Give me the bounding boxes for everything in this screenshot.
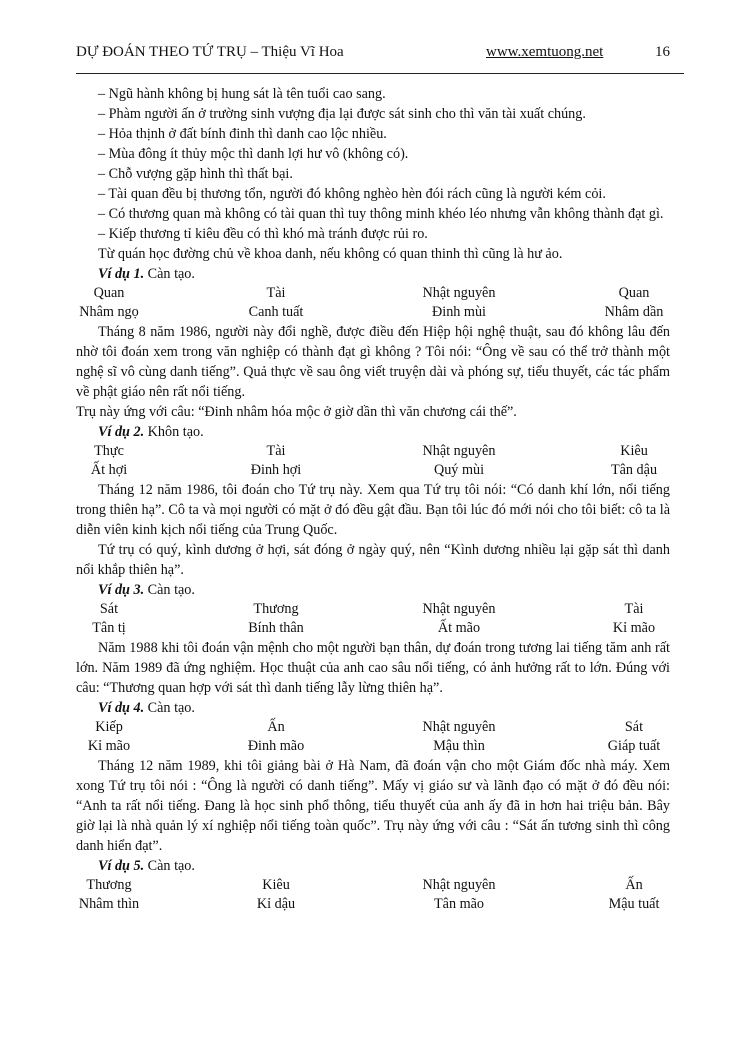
gods-row (76, 600, 670, 619)
pillar-cell: Nhâm dần (604, 304, 664, 320)
god-cell: Quan (618, 285, 650, 301)
pillar-cell: Đinh hợi (250, 462, 302, 478)
god-cell: Nhật nguyên (422, 285, 496, 301)
gods-row (76, 718, 670, 737)
god-cell: Quan (93, 285, 125, 301)
example-type: Càn tạo. (144, 858, 195, 874)
pillar-cell: Mậu thìn (433, 738, 485, 754)
pillars-row (76, 303, 670, 322)
god-cell: Ấn (267, 719, 285, 735)
god-cell: Tài (266, 285, 286, 301)
bullet-line: – Chỗ vượng gặp hình thì thất bại. (98, 166, 293, 182)
bullet-line: Từ quán học đường chủ về khoa danh, nếu không có quan thinh thì cũng là hư ảo. (98, 246, 563, 262)
example-heading (76, 264, 670, 284)
gods-row (76, 442, 670, 461)
paragraph: Năm 1988 khi tôi đoán vận mệnh cho một người bạn thân, dự đoán trong tương lai tiếng tăm anh rất lớn. Năm 1989 đã ứng nghiệm. Học thuật của anh cao sâu nổi tiếng, có ảnh hưởng rất to lớn. Đúng với câu: “Thương quan hợp với sát thì danh tiếng lẫy lừng thiên hạ”. (76, 640, 670, 696)
pillars-row (76, 895, 670, 914)
pillar-cell: Tân mão (433, 896, 485, 912)
pillar-cell: Đinh mùi (432, 304, 486, 320)
paragraph: Tháng 12 năm 1986, tôi đoán cho Tứ trụ này. Xem qua Tứ trụ tôi nói: “Có danh khí lớn, nổi tiếng trong thiên hạ”. Cô ta và mọi người có mặt ở đó đều gật đầu. Bạn tôi lúc đó mới nói cho tôi biết: cô ta là diễn viên kinh kịch nổi tiếng của Trung Quốc. (76, 482, 670, 538)
example-label: Ví dụ 5. (98, 858, 145, 874)
gods-row (76, 876, 670, 895)
gods-row (76, 284, 670, 303)
example-type: Càn tạo. (144, 582, 195, 598)
example-heading (76, 422, 670, 442)
pillar-cell: Kỉ mão (87, 738, 131, 754)
pillar-cell: Tân dậu (610, 462, 658, 478)
pillar-cell: Mậu tuất (608, 896, 660, 912)
pillar-cell: Nhâm thìn (78, 896, 140, 912)
bullet-line: – Kiếp thương tỉ kiêu đều có thì khó mà tránh được rủi ro. (98, 226, 428, 242)
pillars-row (76, 461, 670, 480)
example-type: Càn tạo. (144, 700, 195, 716)
header-divider (76, 73, 684, 74)
example-type: Khôn tạo. (144, 424, 204, 440)
god-cell: Nhật nguyên (422, 719, 496, 735)
example-label: Ví dụ 4. (98, 700, 145, 716)
pillar-cell: Tân tị (92, 620, 126, 636)
pillar-cell: Quý mùi (433, 462, 485, 478)
god-cell: Thương (86, 877, 132, 893)
example-heading (76, 856, 670, 876)
pillar-cell: Ất mão (437, 620, 481, 636)
god-cell: Tài (266, 443, 286, 459)
god-cell: Sát (99, 601, 119, 617)
bullet-line: – Tài quan đều bị thương tổn, người đó không nghèo hèn đói rách cũng là người kém cỏi. (98, 186, 606, 202)
paragraph-note: Trụ này ứng với câu: “Đinh nhâm hóa mộc ở giờ dần thì văn chương cái thế”. (76, 404, 517, 420)
website-link[interactable]: www.xemtuong.net (486, 44, 604, 60)
pillar-cell: Ất hợi (90, 462, 128, 478)
example-label: Ví dụ 2. (98, 424, 145, 440)
pillars-row (76, 619, 670, 638)
pillar-cell: Kỉ dậu (256, 896, 296, 912)
god-cell: Nhật nguyên (422, 877, 496, 893)
paragraph: Tháng 8 năm 1986, người này đổi nghề, được điều đến Hiệp hội nghệ thuật, sau đó không lâu đến nhờ tôi đoán xem trong văn nghiệp có thành đạt gì không ? Tôi nói: “Ông về sau có thể trở thành một nghệ sĩ vô cùng danh tiếng”. Quả thực về sau ông viết truyện dài và phóng sự, tiểu thuyết, các tác phẩm về phật giáo nên rất nổi tiếng. (76, 324, 670, 400)
pillar-cell: Canh tuất (248, 304, 304, 320)
pillar-cell: Bính thân (248, 620, 304, 636)
page-number: 16 (655, 44, 670, 60)
god-cell: Sát (624, 719, 644, 735)
bullet-line: – Hỏa thịnh ở đất bính đinh thì danh cao lộc nhiều. (98, 126, 387, 142)
pillars-row (76, 737, 670, 756)
god-cell: Thực (94, 443, 124, 459)
god-cell: Kiếp (95, 719, 123, 735)
god-cell: Ấn (625, 877, 643, 893)
page-body (76, 84, 670, 914)
page-header (76, 44, 682, 74)
bullet-line: – Có thương quan mà không có tài quan thì tuy thông minh khéo léo nhưng vẫn không thành đạt gì. (98, 206, 664, 222)
pillar-cell: Nhâm ngọ (79, 304, 139, 320)
pillar-cell: Kỉ mão (612, 620, 656, 636)
god-cell: Nhật nguyên (422, 443, 496, 459)
paragraph: Tháng 12 năm 1989, khi tôi giảng bài ở Hà Nam, đã đoán vận cho một Giám đốc nhà máy. Xem xong Tứ trụ tôi nói : “Ông là người có danh tiếng”. Mấy vị giáo sư và lãnh đạo có mặt ở đó đều nói: “Anh ta rất nổi tiếng. Đang là học sinh phổ thông, tiểu thuyết của anh ấy đã in hơn hai triệu bản. Bây giờ lại là nhà quản lý xí nghiệp nổi tiếng toàn quốc”. Trụ này ứng với câu : “Sát ấn tương sinh thì công danh hiển đạt”. (76, 758, 670, 854)
example-label: Ví dụ 1. (98, 266, 145, 282)
example-heading (76, 698, 670, 718)
example-type: Càn tạo. (144, 266, 195, 282)
example-heading (76, 580, 670, 600)
god-cell: Nhật nguyên (422, 601, 496, 617)
god-cell: Tài (624, 601, 644, 617)
book-title: DỰ ĐOÁN THEO TỨ TRỤ – Thiệu Vĩ Hoa (76, 44, 344, 60)
paragraph: Tứ trụ có quý, kình dương ở hợi, sát đóng ở ngày quý, nên “Kình dương nhiều lại gặp sát thì danh nổi khắp thiên hạ”. (76, 542, 670, 578)
god-cell: Kiêu (620, 443, 648, 459)
god-cell: Thương (253, 601, 299, 617)
god-cell: Kiêu (262, 877, 290, 893)
bullet-line: – Phàm người ấn ở trường sinh vượng địa lại được sát sinh cho thì văn tài xuất chúng. (98, 106, 586, 122)
bullet-line: – Mùa đông ít thủy mộc thì danh lợi hư vô (không có). (98, 146, 409, 162)
bullet-line: – Ngũ hành không bị hung sát là tên tuổi cao sang. (98, 86, 386, 102)
example-label: Ví dụ 3. (98, 582, 145, 598)
pillar-cell: Đinh mão (247, 738, 305, 754)
pillar-cell: Giáp tuất (607, 738, 661, 754)
